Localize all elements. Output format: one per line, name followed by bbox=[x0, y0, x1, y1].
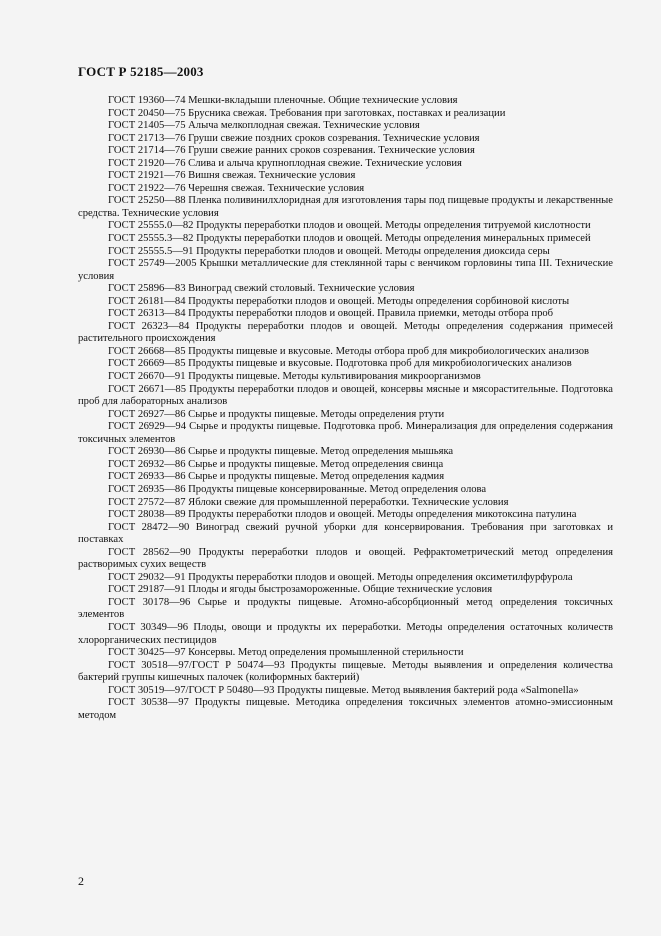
standard-reference: ГОСТ 30425—97 Консервы. Метод определения промышленной стерильности bbox=[108, 647, 464, 659]
standard-reference: ГОСТ 26671—85 Продукты переработки плодов и овощей, консервы мясные и мясорастительные. Подготовка проб для лабораторных анализов bbox=[78, 383, 613, 408]
standard-reference: ГОСТ 28562—90 Продукты переработки плодов и овощей. Рефрактометрический метод определения растворимых сухих веществ bbox=[78, 546, 613, 571]
standard-reference: ГОСТ 30349—96 Плоды, овощи и продукты их переработки. Методы определения остаточных количеств хлорорганических пестицидов bbox=[78, 621, 613, 646]
standard-reference: ГОСТ 28472—90 Виноград свежий ручной уборки для консервирования. Требования при заготовках и поставках bbox=[78, 521, 613, 546]
standard-reference: ГОСТ 26930—86 Сырье и продукты пищевые. Метод определения мышьяка bbox=[108, 446, 454, 458]
standard-reference: ГОСТ 21405—75 Алыча мелкоплодная свежая. Технические условия bbox=[108, 120, 420, 132]
standard-reference: ГОСТ 21714—76 Груши свежие ранних сроков созревания. Технические условия bbox=[108, 145, 475, 157]
standard-reference: ГОСТ 20450—75 Брусника свежая. Требования при заготовках, поставках и реализации bbox=[108, 107, 506, 119]
page-number: 2 bbox=[78, 874, 84, 888]
standard-reference: ГОСТ 26670—91 Продукты пищевые. Методы культивирования микроорганизмов bbox=[108, 371, 481, 383]
standard-reference: ГОСТ 26929—94 Сырье и продукты пищевые. Подготовка проб. Минерализация для определения содержания токсичных элементов bbox=[78, 421, 613, 445]
standard-reference: ГОСТ 21920—76 Слива и алыча крупноплодная свежие. Технические условия bbox=[108, 157, 462, 169]
standard-reference: ГОСТ 21922—76 Черешня свежая. Технические условия bbox=[108, 182, 365, 194]
standard-reference: ГОСТ 26181—84 Продукты переработки плодов и овощей. Методы определения сорбиновой кислоты bbox=[108, 295, 570, 307]
standard-reference: ГОСТ 30178—96 Сырье и продукты пищевые. Атомно-абсорбционный метод определения токсичных элементов bbox=[78, 596, 613, 621]
standard-reference: ГОСТ 28038—89 Продукты переработки плодов и овощей. Методы определения микотоксина патулина bbox=[108, 509, 577, 521]
standard-reference: ГОСТ 21921—76 Вишня свежая. Технические условия bbox=[108, 170, 356, 182]
standard-reference: ГОСТ 25250—88 Пленка поливинилхлоридная для изготовления тары под пищевые продукты и лекарственные средства. Технические условия bbox=[78, 195, 613, 219]
standard-reference: ГОСТ 21713—76 Груши свежие поздних сроков созревания. Технические условия bbox=[108, 132, 480, 144]
standard-reference: ГОСТ 26323—84 Продукты переработки плодов и овощей. Методы определения содержания примесей растительного происхождения bbox=[78, 320, 613, 345]
standard-reference: ГОСТ 29187—91 Плоды и ягоды быстрозамороженные. Общие технические условия bbox=[108, 584, 493, 596]
standard-reference: ГОСТ 26935—86 Продукты пищевые консервированные. Метод определения олова bbox=[108, 483, 487, 495]
standard-reference: ГОСТ 30518—97/ГОСТ Р 50474—93 Продукты пищевые. Методы выявления и определения количества бактерий группы кишечных палочек (колиформных бактерий) bbox=[78, 659, 613, 684]
standard-reference: ГОСТ 26668—85 Продукты пищевые и вкусовые. Методы отбора проб для микробиологических анализов bbox=[108, 345, 590, 357]
standard-reference: ГОСТ 26932—86 Сырье и продукты пищевые. Метод определения свинца bbox=[108, 458, 444, 470]
standard-reference: ГОСТ 26927—86 Сырье и продукты пищевые. Методы определения ртути bbox=[108, 408, 445, 420]
standard-reference: ГОСТ 30519—97/ГОСТ Р 50480—93 Продукты пищевые. Метод выявления бактерий рода «Salmonella» bbox=[108, 684, 579, 696]
standard-reference: ГОСТ 25555.0—82 Продукты переработки плодов и овощей. Методы определения титруемой кислотности bbox=[108, 220, 591, 232]
standard-reference: ГОСТ 27572—87 Яблоки свежие для промышленной переработки. Технические условия bbox=[108, 496, 509, 508]
standard-reference: ГОСТ 25555.5—91 Продукты переработки плодов и овощей. Методы определения диоксида серы bbox=[108, 245, 550, 257]
standard-reference: ГОСТ 19360—74 Мешки-вкладыши пленочные. Общие технические условия bbox=[108, 95, 458, 106]
standard-reference: ГОСТ 26933—86 Сырье и продукты пищевые. Метод определения кадмия bbox=[108, 471, 445, 483]
standard-reference: ГОСТ 30538—97 Продукты пищевые. Методика определения токсичных элементов атомно-эмиссионным методом bbox=[78, 697, 613, 721]
standard-reference: ГОСТ 25896—83 Виноград свежий столовый. Технические условия bbox=[108, 283, 415, 295]
document-header: ГОСТ Р 52185—2003 bbox=[78, 64, 204, 79]
standards-reference-list bbox=[78, 95, 613, 722]
standard-reference: ГОСТ 26669—85 Продукты пищевые и вкусовые. Подготовка проб для микробиологических анализов bbox=[108, 358, 572, 370]
standard-reference: ГОСТ 25749—2005 Крышки металлические для стеклянной тары с венчиком горловины типа III. Технические условия bbox=[78, 258, 613, 282]
standard-reference: ГОСТ 26313—84 Продукты переработки плодов и овощей. Правила приемки, методы отбора проб bbox=[108, 308, 554, 320]
standard-reference: ГОСТ 29032—91 Продукты переработки плодов и овощей. Методы определения оксиметилфурфурола bbox=[108, 571, 573, 583]
standard-reference: ГОСТ 25555.3—82 Продукты переработки плодов и овощей. Методы определения минеральных примесей bbox=[108, 233, 591, 245]
